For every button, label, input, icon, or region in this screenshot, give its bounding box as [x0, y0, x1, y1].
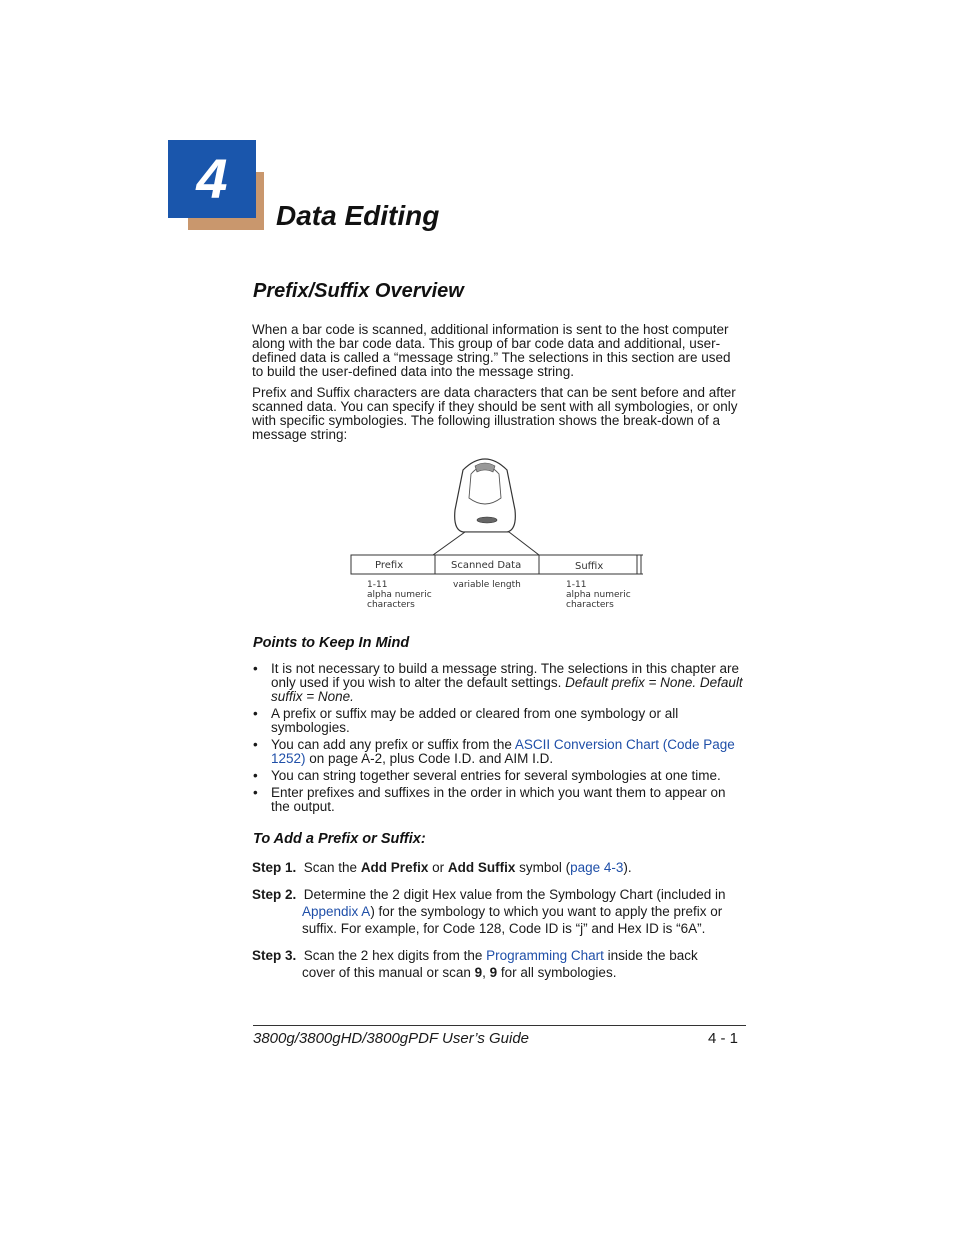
chapter-number-badge: 4	[168, 140, 256, 218]
programming-chart-link[interactable]: Programming Chart	[486, 948, 604, 963]
suffix-note-2: alpha numeric	[566, 590, 631, 600]
footer-divider	[253, 1025, 746, 1026]
intro-paragraph: When a bar code is scanned, additional information is sent to the host computer along with the bar code data. This group of bar code data and additional, user-defined data is called a “message string.” The selections in this section are used to build the user-defined data into the message string.	[252, 322, 731, 379]
message-string-diagram	[345, 450, 655, 620]
prefix-suffix-paragraph: Prefix and Suffix characters are data characters that can be sent before and after scanned data. You can specify if they should be sent with all symbologies, or only with specific symbologies. The following illustration shows the break-down of a message string:	[252, 385, 738, 442]
ascii-chart-link[interactable]: ASCII Conversion Chart (Code Page 1252)	[271, 737, 735, 766]
list-item: • A prefix or suffix may be added or cleared from one symbology or all symbologies.	[252, 707, 744, 735]
list-item: • Enter prefixes and suffixes in the order in which you want them to appear on the output.	[252, 786, 744, 814]
list-item: • It is not necessary to build a message string. The selections in this chapter are only used if you wish to alter the default settings. Default prefix = None. Default suffix = None.	[252, 662, 744, 704]
scanner-illustration	[455, 459, 516, 532]
footer-guide-title: 3800g/3800gHD/3800gPDF User’s Guide	[253, 1030, 530, 1047]
page-4-3-link[interactable]: page 4-3	[570, 860, 624, 875]
list-item: • You can add any prefix or suffix from the ASCII Conversion Chart (Code Page 1252) on page A-2, plus Code I.D. and AIM I.D.	[252, 738, 744, 766]
scanned-data-label: Scanned Data	[451, 560, 522, 571]
footer-page-number: 4 - 1	[708, 1030, 739, 1047]
appendix-a-link[interactable]: Appendix A	[302, 904, 371, 919]
list-item: • You can string together several entries for several symbologies at one time.	[252, 769, 744, 783]
points-heading: Points to Keep In Mind	[253, 635, 410, 651]
suffix-note-1: 1-11	[566, 580, 587, 590]
prefix-note-2: alpha numeric	[367, 590, 432, 600]
suffix-label: Suffix	[575, 561, 604, 572]
step-3: Step 3. Scan the 2 hex digits from the Programming Chart inside the back cover of this manual or scan 9, 9 for all symbologies.	[252, 948, 698, 980]
prefix-note-3: characters	[367, 600, 415, 610]
data-note: variable length	[453, 580, 521, 590]
prefix-label: Prefix	[375, 560, 404, 571]
section-title: Prefix/Suffix Overview	[253, 280, 464, 302]
step-2: Step 2. Determine the 2 digit Hex value from the Symbology Chart (included in Appendix A) for the symbology to which you want to apply the prefix or suffix. For example, for Code 128, Code ID is “j” and Hex ID is “6A”.	[252, 887, 726, 936]
points-list	[252, 662, 744, 817]
prefix-note-1: 1-11	[367, 580, 388, 590]
chapter-title: Data Editing	[276, 200, 440, 231]
suffix-note-3: characters	[566, 600, 614, 610]
add-heading: To Add a Prefix or Suffix:	[253, 831, 426, 847]
step-1: Step 1. Scan the Add Prefix or Add Suffix symbol (page 4-3).	[252, 860, 632, 875]
